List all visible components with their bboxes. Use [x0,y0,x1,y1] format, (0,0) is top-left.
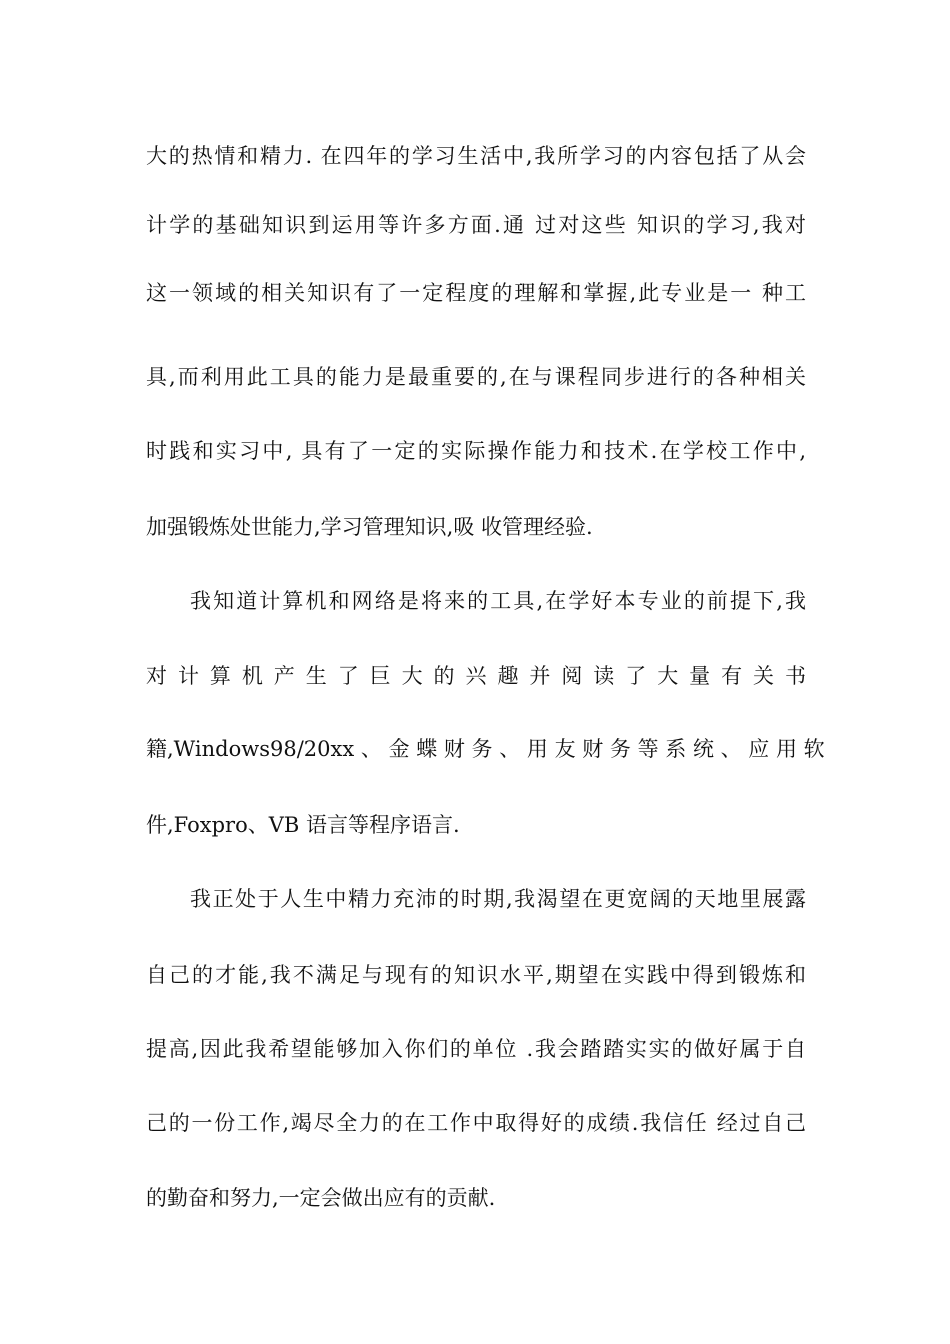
paragraph-1-line-6: 加强锻炼处世能力,学习管理知识,吸 收管理经验. [146,515,593,539]
paragraph-2-line-3: 籍,Windows98/20xx 、 金 蝶 财 务 、 用 友 财 务 等 系 统 、 应 用 软 [146,737,825,761]
paragraph-2-line-2: 对 计 算 机 产 生 了 巨 大 的 兴 趣 并 阅 读 了 大 量 有 关 书 [146,664,806,688]
paragraph-1-line-3: 这一领域的相关知识有了一定程度的理解和掌握,此专业是一 种工 [146,281,806,305]
paragraph-3-line-1: 我正处于人生中精力充沛的时期,我渴望在更宽阔的天地里展露 [190,887,806,911]
paragraph-3-line-2: 自己的才能,我不满足与现有的知识水平,期望在实践中得到锻炼和 [146,963,806,987]
paragraph-2-line-4: 件,Foxpro、VB 语言等程序语言. [146,813,460,837]
paragraph-1-line-1: 大的热情和精力. 在四年的学习生活中,我所学习的内容包括了从会 [146,144,806,168]
paragraph-3-line-4: 己的一份工作,竭尽全力的在工作中取得好的成绩.我信任 经过自己 [146,1111,806,1135]
paragraph-3-line-5: 的勤奋和努力,一定会做出应有的贡献. [146,1186,496,1210]
paragraph-3-line-3: 提高,因此我希望能够加入你们的单位 .我会踏踏实实的做好属于自 [146,1037,806,1061]
paragraph-1-line-5: 时践和实习中, 具有了一定的实际操作能力和技术.在学校工作中, [146,439,806,463]
paragraph-2-line-1: 我知道计算机和网络是将来的工具,在学好本专业的前提下,我 [190,589,806,613]
paragraph-1-line-2: 计学的基础知识到运用等许多方面.通 过对这些 知识的学习,我对 [146,213,806,237]
paragraph-1-line-4: 具,而利用此工具的能力是最重要的,在与课程同步进行的各种相关 [146,365,806,389]
